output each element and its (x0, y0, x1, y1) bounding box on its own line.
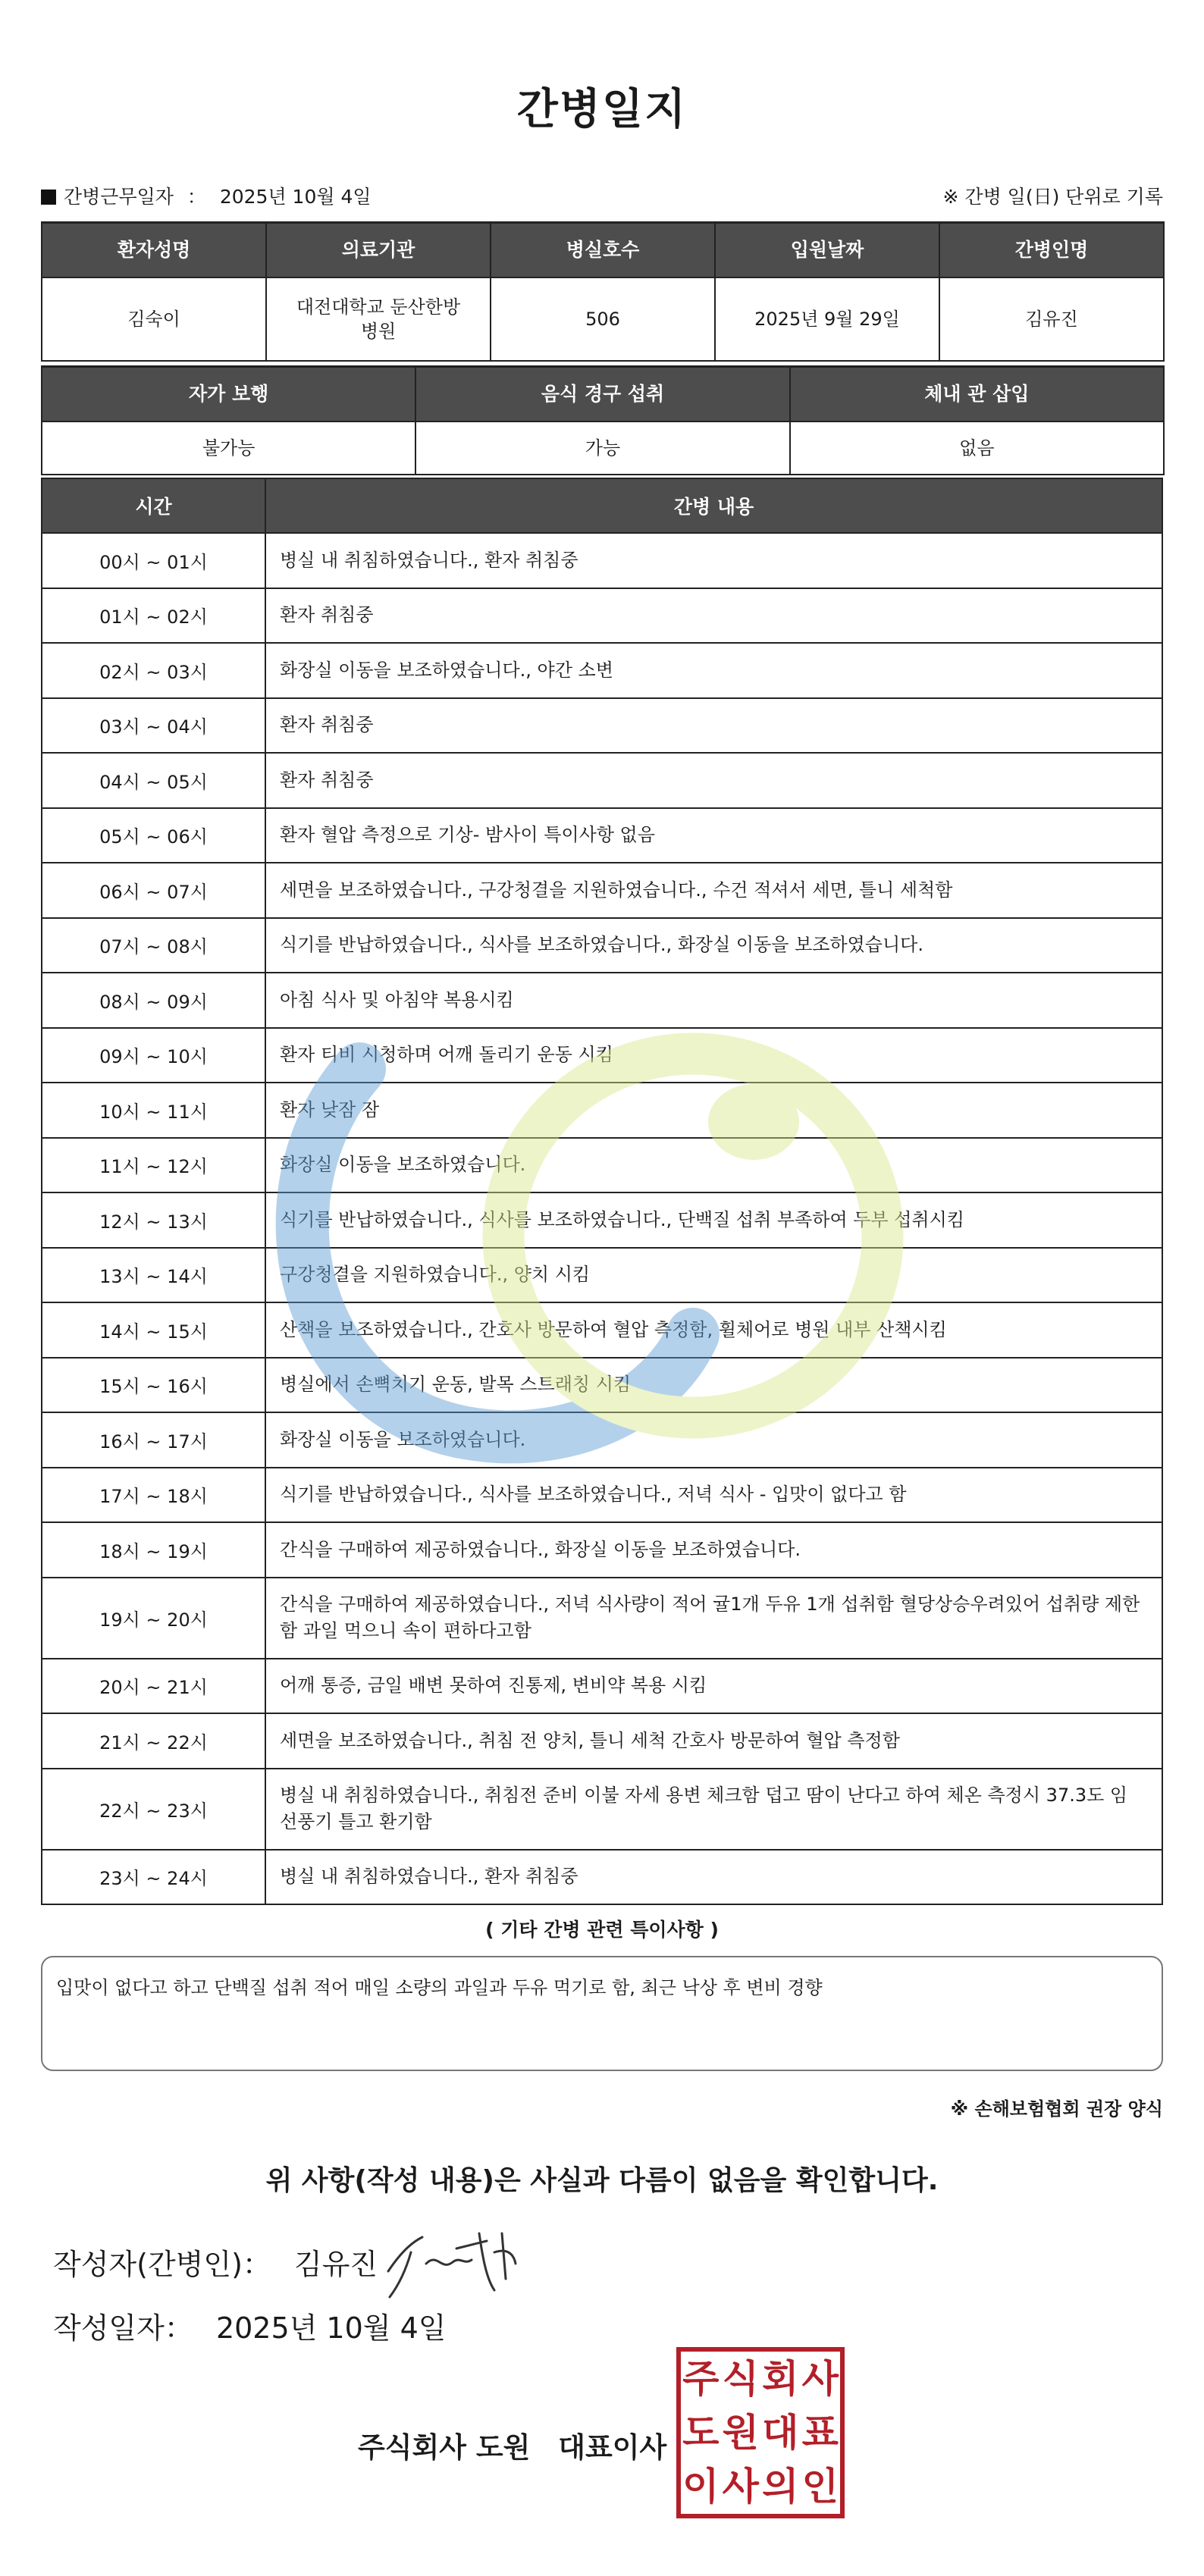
table-row (42, 1769, 1162, 1850)
row-content: 화장실 이동을 보조하였습니다. (265, 1412, 1162, 1468)
row-time: 03시 ~ 04시 (42, 698, 265, 754)
header-caregiver-name: 간병인명 (940, 224, 1165, 278)
seal-char: 인 (801, 2464, 839, 2509)
writer-label: 작성자(간병인)： (53, 2248, 271, 2281)
table-row (42, 918, 1162, 973)
table-row (42, 863, 1162, 918)
header-time: 시간 (42, 478, 265, 533)
table-row (42, 1358, 1162, 1413)
seal-char: 대 (762, 2409, 799, 2455)
row-content: 환자 취침중 (265, 698, 1162, 754)
row-content: 세면을 보조하였습니다., 취침 전 양치, 틀니 세척 간호사 방문하여 혈압 측정함 (265, 1713, 1162, 1769)
row-time: 11시 ~ 12시 (42, 1138, 265, 1193)
signature (381, 2218, 532, 2302)
header-oral-intake: 음식 경구 섭취 (416, 368, 790, 422)
seal-char: 사 (722, 2464, 759, 2509)
work-date (41, 182, 372, 209)
row-content: 간식을 구매하여 제공하였습니다., 저녁 식사량이 적어 귤1개 두유 1개 섭취함 혈당상승우려있어 섭취량 제한함 과일 먹으니 속이 편하다고함 (265, 1578, 1162, 1659)
patient-name: 김숙이 (42, 278, 267, 362)
row-content: 환자 혈압 측정으로 기상- 밤사이 특이사항 없음 (265, 808, 1162, 863)
table-row (42, 643, 1162, 698)
table-row (42, 1083, 1162, 1138)
status-info-table (41, 365, 1165, 475)
row-content: 산책을 보조하였습니다., 간호사 방문하여 혈압 측정함, 휠체어로 병원 내부 산책시킴 (265, 1302, 1162, 1358)
writer-line (53, 2241, 378, 2283)
seal-char: 회 (762, 2355, 799, 2401)
row-content: 간식을 구매하여 제공하였습니다., 화장실 이동을 보조하였습니다. (265, 1522, 1162, 1578)
table-row (42, 1302, 1162, 1358)
header-room: 병실호수 (491, 224, 716, 278)
row-time: 21시 ~ 22시 (42, 1713, 265, 1769)
seal-char: 사 (801, 2355, 839, 2401)
row-time: 07시 ~ 08시 (42, 918, 265, 973)
hospital-name: 대전대학교 둔산한방병원 (267, 278, 491, 362)
square-bullet-icon (41, 190, 56, 205)
seal-char: 이 (682, 2464, 720, 2509)
header-admission-date: 입원날짜 (716, 224, 940, 278)
row-time: 23시 ~ 24시 (42, 1850, 265, 1905)
table-row (42, 1028, 1162, 1083)
meta-row (41, 179, 1163, 212)
remarks-title: ( 기타 간병 관련 특이사항 ) (485, 1919, 719, 1941)
row-content: 어깨 통증, 금일 배변 못하여 진통제, 변비약 복용 시킴 (265, 1659, 1162, 1714)
seal-char: 주 (682, 2355, 720, 2401)
row-content: 화장실 이동을 보조하였습니다., 야간 소변 (265, 643, 1162, 698)
row-content: 병실 내 취침하였습니다., 환자 취침중 (265, 533, 1162, 588)
table-row (42, 1412, 1162, 1468)
work-date-separator: ： (187, 186, 206, 208)
admission-date: 2025년 9월 29일 (716, 278, 940, 362)
table-row (42, 698, 1162, 754)
header-tube-insertion: 체내 관 삽입 (791, 368, 1165, 422)
row-time: 17시 ~ 18시 (42, 1468, 265, 1523)
row-content: 병실 내 취침하였습니다., 취침전 준비 이불 자세 용변 체크함 덥고 땀이 난다고 하여 체온 측정시 37.3도 임 선풍기 틀고 환기함 (265, 1769, 1162, 1850)
table-row (42, 1659, 1162, 1714)
row-time: 00시 ~ 01시 (42, 533, 265, 588)
row-time: 08시 ~ 09시 (42, 973, 265, 1028)
room-number: 506 (491, 278, 716, 362)
table-row (42, 1578, 1162, 1659)
write-date-value: 2025년 10월 4일 (215, 2311, 447, 2345)
row-content: 구강청결을 지원하였습니다., 양치 시킴 (265, 1248, 1162, 1303)
writer-name: 김유진 (294, 2248, 378, 2281)
care-log-table (41, 478, 1163, 1905)
work-date-label: 간병근무일자 (64, 186, 174, 208)
company-seal (676, 2347, 845, 2518)
table-row (42, 1192, 1162, 1248)
record-unit-note (943, 182, 1163, 209)
seal-char: 표 (801, 2409, 839, 2455)
table-row (42, 1713, 1162, 1769)
row-time: 13시 ~ 14시 (42, 1248, 265, 1303)
table-row (42, 1138, 1162, 1193)
header-care-content: 간병 내용 (265, 478, 1162, 533)
confirmation-statement: 위 사항(작성 내용)은 사실과 다름이 없음을 확인합니다. (265, 2165, 939, 2196)
row-content: 식기를 반납하였습니다., 식사를 보조하였습니다., 화장실 이동을 보조하였습니다. (265, 918, 1162, 973)
note-text: 간병 일(日) 단위로 기록 (964, 186, 1163, 208)
table-row (42, 1248, 1162, 1303)
row-content: 세면을 보조하였습니다., 구강청결을 지원하였습니다., 수건 적셔서 세면, 틀니 세척함 (265, 863, 1162, 918)
row-time: 19시 ~ 20시 (42, 1578, 265, 1659)
row-time: 06시 ~ 07시 (42, 863, 265, 918)
oral-intake-value: 가능 (416, 422, 790, 475)
company-title: 대표이사 (558, 2431, 667, 2464)
row-content: 병실에서 손뼉치기 운동, 발목 스트래칭 시킴 (265, 1358, 1162, 1413)
row-time: 22시 ~ 23시 (42, 1769, 265, 1850)
header-hospital: 의료기관 (267, 224, 491, 278)
row-time: 18시 ~ 19시 (42, 1522, 265, 1578)
company-line (358, 2424, 666, 2465)
row-time: 12시 ~ 13시 (42, 1192, 265, 1248)
table-row (42, 753, 1162, 808)
company-name: 주식회사 도원 (358, 2431, 531, 2464)
note-mark: ※ (942, 186, 959, 208)
row-content: 식기를 반납하였습니다., 식사를 보조하였습니다., 단백질 섭취 부족하여 두부 섭취시킴 (265, 1192, 1162, 1248)
tube-insertion-value: 없음 (791, 422, 1165, 475)
document-title: 간병일지 (516, 85, 688, 134)
seal-char: 의 (762, 2464, 799, 2509)
row-content: 병실 내 취침하였습니다., 환자 취침중 (265, 1850, 1162, 1905)
header-self-walking: 자가 보행 (42, 368, 416, 422)
table-row (42, 1850, 1162, 1905)
row-time: 20시 ~ 21시 (42, 1659, 265, 1714)
row-time: 15시 ~ 16시 (42, 1358, 265, 1413)
patient-info-table (41, 221, 1165, 362)
row-content: 아침 식사 및 아침약 복용시킴 (265, 973, 1162, 1028)
row-time: 10시 ~ 11시 (42, 1083, 265, 1138)
table-row (42, 588, 1162, 644)
write-date-label: 작성일자： (53, 2311, 193, 2345)
table-row (42, 1468, 1162, 1523)
row-time: 05시 ~ 06시 (42, 808, 265, 863)
row-time: 02시 ~ 03시 (42, 643, 265, 698)
table-row (42, 808, 1162, 863)
row-time: 14시 ~ 15시 (42, 1302, 265, 1358)
work-date-value: 2025년 10월 4일 (219, 186, 372, 208)
row-time: 04시 ~ 05시 (42, 753, 265, 808)
row-content: 식기를 반납하였습니다., 식사를 보조하였습니다., 저녁 식사 - 입맛이 없다고 함 (265, 1468, 1162, 1523)
row-time: 09시 ~ 10시 (42, 1028, 265, 1083)
seal-char: 원 (722, 2409, 759, 2455)
header-patient-name: 환자성명 (42, 224, 267, 278)
log-header-row (42, 478, 1162, 533)
write-date-line (53, 2305, 446, 2346)
table-row (42, 973, 1162, 1028)
row-time: 16시 ~ 17시 (42, 1412, 265, 1468)
table-row (42, 533, 1162, 588)
caregiver-name: 김유진 (940, 278, 1165, 362)
row-content: 환자 티비 시청하며 어깨 돌리기 운동 시킴 (265, 1028, 1162, 1083)
table-row (42, 1522, 1162, 1578)
row-content: 화장실 이동을 보조하였습니다. (265, 1138, 1162, 1193)
seal-char: 식 (722, 2355, 759, 2401)
form-source-note: ※ 손해보험협회 권장 양식 (950, 2098, 1163, 2120)
row-content: 환자 취침중 (265, 588, 1162, 644)
self-walking-value: 불가능 (42, 422, 416, 475)
row-time: 01시 ~ 02시 (42, 588, 265, 644)
remarks-box: 입맛이 없다고 하고 단백질 섭취 적어 매일 소량의 과일과 두유 먹기로 함, 최근 낙상 후 변비 경향 (41, 1956, 1163, 2071)
seal-char: 도 (682, 2409, 720, 2455)
row-content: 환자 낮잠 잠 (265, 1083, 1162, 1138)
row-content: 환자 취침중 (265, 753, 1162, 808)
